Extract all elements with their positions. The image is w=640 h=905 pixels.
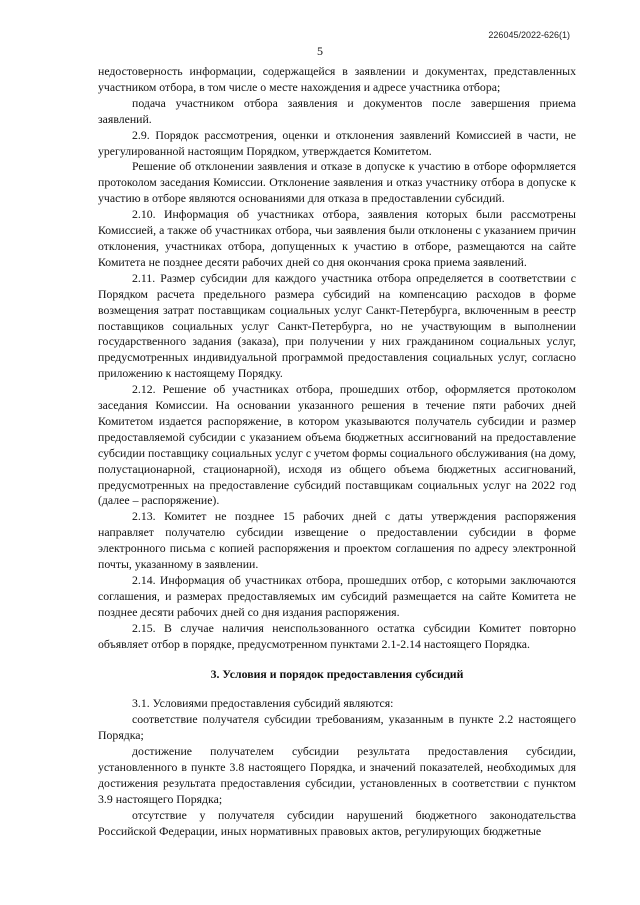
paragraph: отсутствие у получателя субсидии нарушений бюджетного законодательства Российской Федерации, иных нормативных правовых актов, регулирующих бюджетные <box>98 807 576 838</box>
paragraph: 2.11. Размер субсидии для каждого участника отбора определяется в соответствии с Порядком расчета предельного размера субсидий на компенсацию расходов в форме возмещения затрат поставщикам социальных услуг Санкт-Петербурга, включенным в реестр поставщиков социальных услуг Санкт-Петербурга, но не участвующим в выполнении государственного задания (заказа), при получении у них гражданином социальных услуг, предусмотренных индивидуальной программой предоставления социальных услуг, согласно приложению к настоящему Порядку. <box>98 270 576 381</box>
paragraph: Решение об отклонении заявления и отказе в допуске к участию в отборе оформляется протоколом заседания Комиссии. Отклонение заявления и отказ участнику отбора в допуске к участию в отборе являются основаниями для отказа в предоставлении субсидий. <box>98 159 576 206</box>
document-body <box>98 64 576 840</box>
document-number: 226045/2022-626(1) <box>488 30 570 40</box>
paragraph: 2.13. Комитет не позднее 15 рабочих дней с даты утверждения распоряжения направляет получателю субсидии извещение о предоставлении субсидии в форме электронного письма с копией распоряжения и проектом соглашения по адресу электронной почты, указанному в заявлении. <box>98 509 576 572</box>
paragraph: достижение получателем субсидии результата предоставления субсидии, установленного в пункте 3.8 настоящего Порядка, и значений показателей, необходимых для достижения результата предоставления субсидии, установленных в соответствии с пунктом 3.9 настоящего Порядка; <box>98 744 576 806</box>
paragraph: недостоверность информации, содержащейся в заявлении и документах, представленных участником отбора, в том числе о месте нахождения и адресе участника отбора; <box>98 64 576 94</box>
paragraph: 2.9. Порядок рассмотрения, оценки и отклонения заявлений Комиссией в части, не урегулированной настоящим Порядком, утверждается Комитетом. <box>98 127 576 158</box>
section-title: 3. Условия и порядок предоставления субсидий <box>210 666 464 681</box>
paragraph: 2.15. В случае наличия неиспользованного остатка субсидии Комитет повторно объявляет отбор в порядке, предусмотренном пунктами 2.1-2.14 настоящего Порядка. <box>98 620 576 651</box>
paragraph: 3.1. Условиями предоставления субсидий являются: <box>132 696 394 711</box>
paragraph: подача участником отбора заявления и документов после завершения приема заявлений. <box>98 95 576 126</box>
paragraph: 2.10. Информация об участниках отбора, заявления которых были рассмотрены Комиссией, а также об участниках отбора, чьи заявления были отклонены с указанием причин отклонения, участниках отбора, допущенных к участию в отборе, размещаются на сайте Комитета не позднее десяти рабочих дней со дня окончания срока приема заявлений. <box>98 207 576 269</box>
paragraph: соответствие получателя субсидии требованиям, указанным в пункте 2.2 настоящего Порядка; <box>98 712 576 743</box>
paragraph: 2.12. Решение об участниках отбора, прошедших отбор, оформляется протоколом заседания Комиссии. На основании указанного решения в течение пяти рабочих дней Комитетом издается распоряжение, в котором указываются получатель субсидии и размер предоставляемой субсидии с указанием объема бюджетных ассигнований на предоставление субсидии поставщику социальных услуг с учетом формы социального обслуживания (на дому, полустационарной, стационарной), исходя из общего объема бюджетных ассигнований, предусмотренных на предоставление субсидий поставщикам социальных услуг на 2022 год (далее – распоряжение). <box>98 382 576 508</box>
paragraph: 2.14. Информация об участниках отбора, прошедших отбор, с которыми заключаются соглашения, и размерах предоставляемых им субсидий размещается на сайте Комитета не позднее десяти рабочих дней со дня издания распоряжения. <box>98 573 576 619</box>
page-number: 5 <box>317 44 323 58</box>
